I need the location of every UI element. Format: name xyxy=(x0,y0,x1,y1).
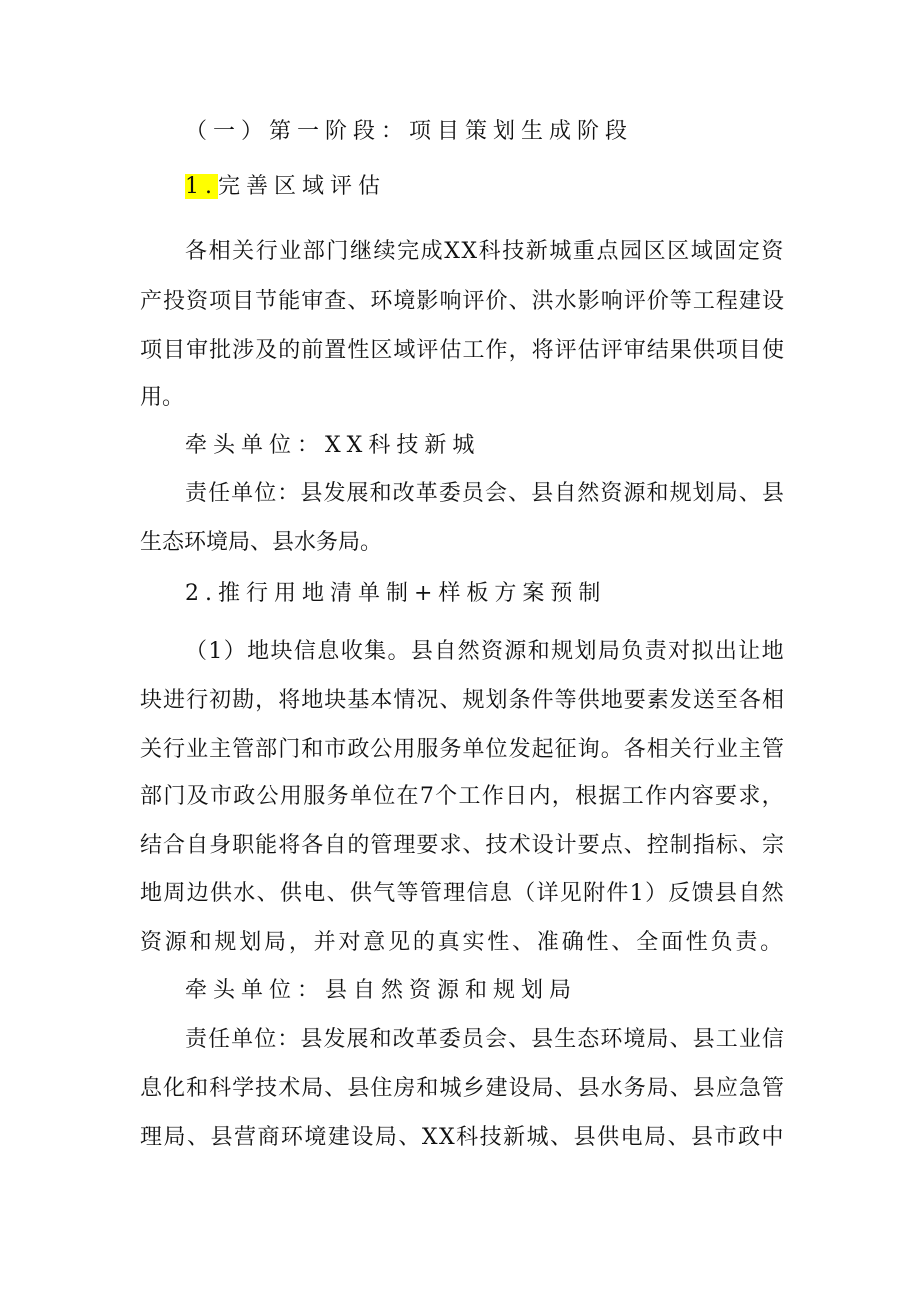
item2-sub1-line-2: 块进行初勘，将地块基本情况、规划条件等供地要素发送至各相 xyxy=(140,688,785,713)
item2-sub1-line-3: 关行业主管部门和市政公用服务单位发起征询。各相关行业主管 xyxy=(140,737,785,762)
item2-responsible-line-2: 息化和科学技术局、县住房和城乡建设局、县水务局、县应急管 xyxy=(140,1076,785,1101)
item1-title: 完善区域评估 xyxy=(218,174,387,199)
item1-body-line-1: 各相关行业部门继续完成XX科技新城重点园区区域固定资 xyxy=(185,239,785,264)
item1-body-line-4: 用。 xyxy=(140,385,185,410)
item1-body-line-2: 产投资项目节能审查、环境影响评价、洪水影响评价等工程建设 xyxy=(140,289,785,314)
item2-responsible-line-3: 理局、县营商环境建设局、XX科技新城、县供电局、县市政中 xyxy=(140,1125,785,1150)
item1-responsible-line-2: 生态环境局、县水务局。 xyxy=(140,530,383,555)
item2-sub1-line-5: 结合自身职能将各自的管理要求、技术设计要点、控制指标、宗 xyxy=(140,833,785,858)
item1-number-highlight: 1. xyxy=(185,174,218,199)
item2-sub1-line-4: 部门及市政公用服务单位在7个工作日内，根据工作内容要求， xyxy=(140,784,785,809)
item2-responsible-line-1: 责任单位：县发展和改革委员会、县生态环境局、县工业信 xyxy=(185,1027,785,1052)
item2-lead-unit: 牵头单位：县自然资源和规划局 xyxy=(185,978,578,1003)
item2-sub1-line-6: 地周边供水、供电、供气等管理信息（详见附件1）反馈县自然 xyxy=(140,881,785,906)
item1-lead-unit: 牵头单位：XX科技新城 xyxy=(185,433,481,458)
item2-sub1-line-7: 资源和规划局，并对意见的真实性、准确性、全面性负责。 xyxy=(140,930,785,955)
item2-heading: 2.推行用地清单制+样板方案预制 xyxy=(185,581,607,606)
item1-responsible-line-1: 责任单位：县发展和改革委员会、县自然资源和规划局、县 xyxy=(185,481,785,506)
item1-heading xyxy=(185,172,785,202)
stage-heading: （一）第一阶段：项目策划生成阶段 xyxy=(185,119,634,144)
item2-sub1-line-1: （1）地块信息收集。县自然资源和规划局负责对拟出让地 xyxy=(185,639,785,664)
item1-body-line-3: 项目审批涉及的前置性区域评估工作，将评估评审结果供项目使 xyxy=(140,338,785,363)
